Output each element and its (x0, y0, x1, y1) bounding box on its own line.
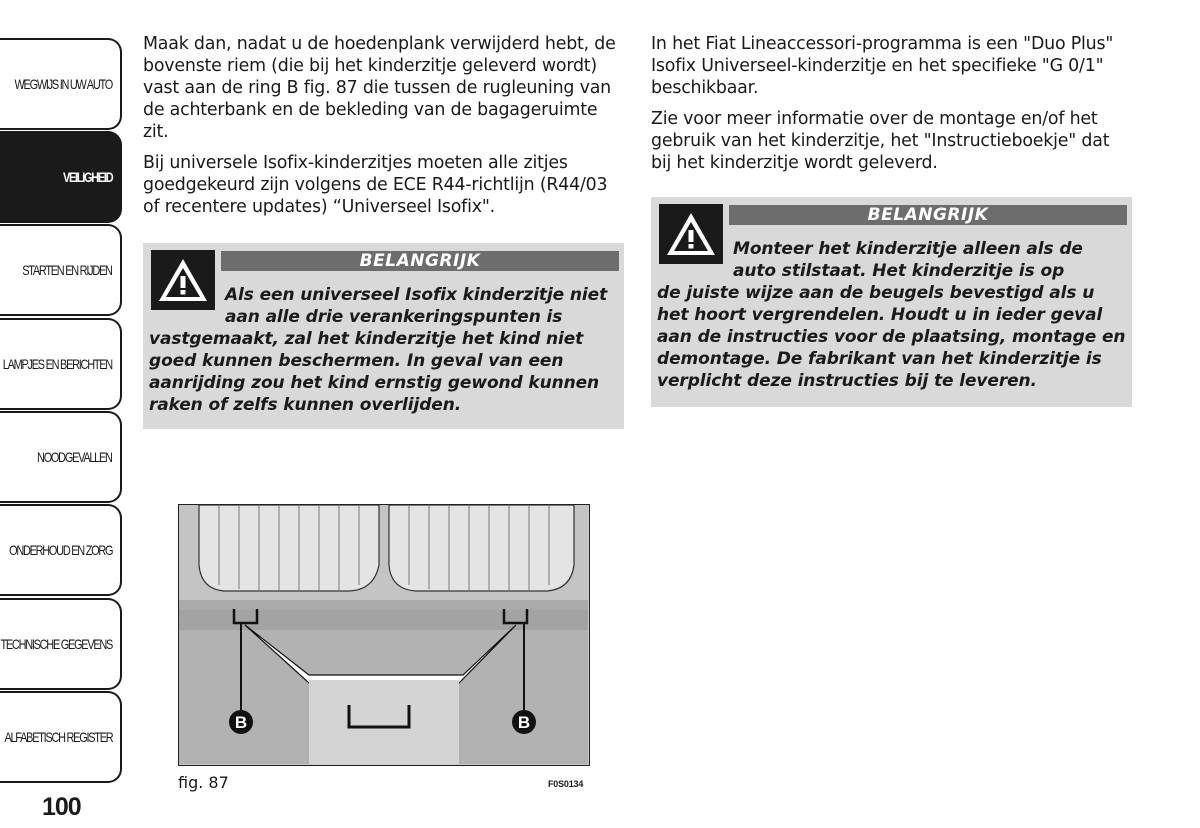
warning-text (657, 238, 1129, 392)
figure-caption: fig. 87 (178, 773, 229, 792)
tab-label: WEGWIJS IN UW AUTO (14, 75, 112, 92)
tab-lampjes-en-berichten[interactable] (0, 318, 122, 410)
tab-label: STARTEN EN RIJDEN (22, 261, 112, 278)
paragraph: Maak dan, nadat u de hoedenplank verwijderd hebt, de bovenste riem (die bij het kinderzitje geleverd wordt) vast aan de ring B fig. 87 die tussen de rugleuning van de achterbank en de bekleding van de bagageruimte zit. (143, 34, 616, 142)
warning-line: auto stilstaat. Het kinderzitje is op (733, 261, 1065, 281)
tab-label: VEILIGHEID (62, 168, 112, 185)
tab-noodgevallen[interactable] (0, 411, 122, 503)
tab-label: TECHNISCHE GEGEVENS (0, 635, 112, 652)
tab-wegwijs-in-uw-auto[interactable] (0, 38, 122, 130)
marker-b-left: B (234, 713, 248, 732)
tab-veiligheid[interactable] (0, 131, 122, 223)
isofix-anchor-illustration (179, 505, 588, 764)
warning-text (149, 284, 621, 416)
marker-b-right: B (517, 713, 531, 732)
page-number: 100 (42, 793, 81, 821)
warning-line: Monteer het kinderzitje alleen als de (733, 239, 1083, 259)
warning-heading: BELANGRIJK (729, 205, 1127, 225)
tab-label: LAMPJES EN BERICHTEN (2, 355, 112, 372)
warning-line: aan alle drie verankeringspunten is (225, 307, 563, 327)
tab-alfabetisch-register[interactable] (0, 691, 122, 783)
warning-paragraph: vastgemaakt, zal het kinderzitje het kind niet goed kunnen beschermen. In geval van een aanrijding zou het kind ernstig gewond kunnen raken of zelfs kunnen overlijden. (149, 329, 600, 415)
paragraph: In het Fiat Lineaccessori-programma is een "Duo Plus" Isofix Universeel-kinderzitje en het specifieke "G 0/1" beschikbaar. (651, 34, 1114, 98)
warning-line: Als een universeel Isofix kinderzitje niet (225, 285, 608, 305)
paragraph: Zie voor meer informatie over de montage en/of het gebruik van het kinderzitje, het "Instructieboekje" dat bij het kinderzitje wordt geleverd. (651, 109, 1110, 173)
right-column (651, 33, 1133, 183)
warning-paragraph: de juiste wijze aan de beugels bevestigd als u het hoort vergrendelen. Houdt u in ieder geval aan de instructies voor de plaatsing, montage en demontage. De fabrikant van het kinderzitje is verplicht deze instructies bij te leveren. (657, 283, 1126, 391)
tab-starten-en-rijden[interactable] (0, 224, 122, 316)
isofix-anchor-figure (178, 504, 590, 766)
tab-onderhoud-en-zorg[interactable] (0, 504, 122, 596)
tab-label: NOODGEVALLEN (37, 448, 112, 465)
tab-label: ONDERHOUD EN ZORG (8, 541, 112, 558)
figure-code: F0S0134 (548, 779, 584, 789)
tab-technische-gegevens[interactable] (0, 598, 122, 690)
tab-label: ALFABETISCH REGISTER (4, 728, 112, 745)
warning-heading: BELANGRIJK (221, 251, 619, 271)
left-column (143, 33, 625, 227)
paragraph: Bij universele Isofix-kinderzitjes moeten alle zitjes goedgekeurd zijn volgens de ECE R44-richtlijn (R44/03 of recentere updates) “Universeel Isofix". (143, 153, 608, 217)
warning-box (143, 243, 624, 429)
warning-box (651, 197, 1132, 407)
